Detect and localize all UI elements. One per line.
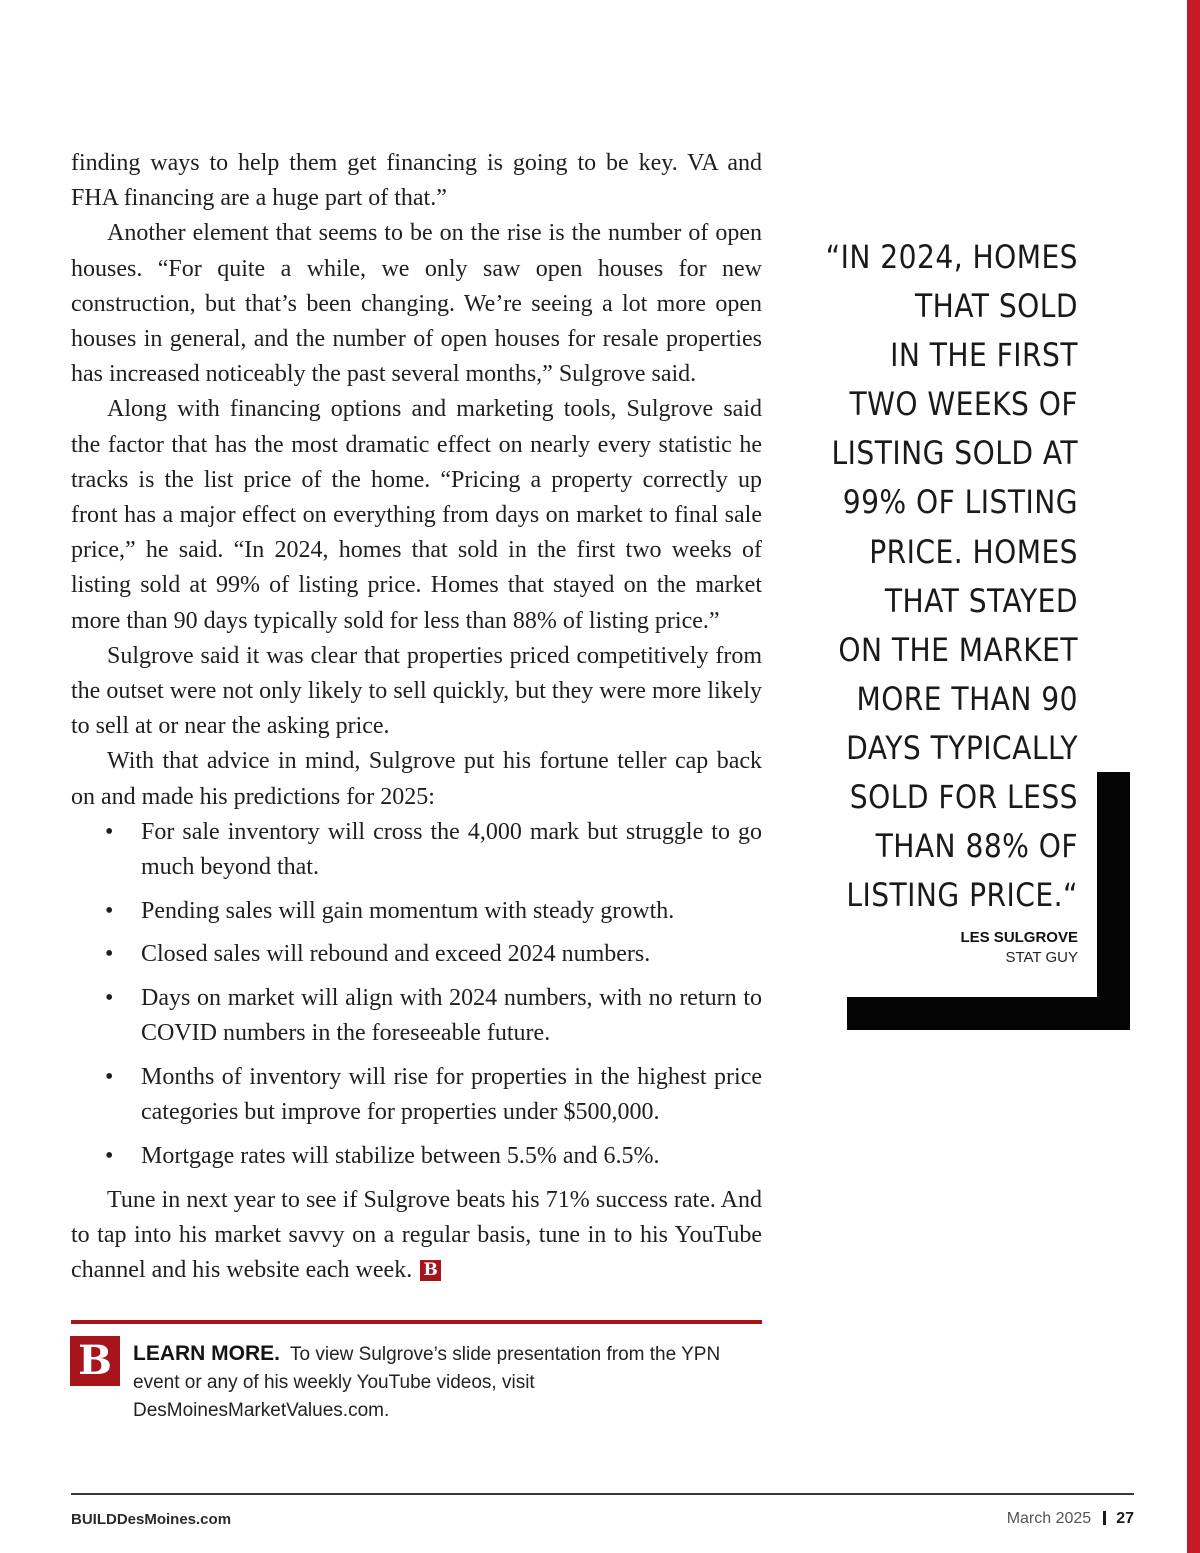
footer-separator (1103, 1511, 1106, 1525)
predictions-list (71, 815, 762, 1174)
page-edge-accent-bar (1187, 0, 1200, 1553)
bullet-icon: • (105, 1064, 114, 1091)
list-item (71, 894, 762, 929)
pull-quote-bracket-vertical (1097, 772, 1130, 1030)
list-item (71, 815, 762, 885)
footer-divider (71, 1493, 1134, 1495)
pull-quote-text: “IN 2024, HOMES THAT SOLD IN THE FIRST TWO WEEKS OF LISTING SOLD AT 99% OF LISTING PRICE. HOMES THAT STAYED ON THE MARKET MORE THAN 90 DAYS TYPICALLY SOLD FOR LESS THAN 88% OF LISTING PRICE.“ (825, 238, 1078, 915)
list-item-text: For sale inventory will cross the 4,000 mark but struggle to go much beyond that. (141, 818, 762, 881)
article-paragraph: Along with financing options and marketing tools, Sulgrove said the factor that has the most dramatic effect on nearly every statistic he tracks is the list price of the home. “Pricing a property correctly up front has a major effect on everything from days on market to final sale price,” he said. “In 2024, homes that sold in the first two weeks of listing sold at 99% of listing price. Homes that stayed on the market more than 90 days typically sold for less than 88% of listing price.” (71, 396, 762, 634)
page-number: 27 (1116, 1510, 1134, 1527)
list-item (71, 981, 762, 1051)
bullet-icon: • (105, 818, 114, 845)
footer-date: March 2025 (1006, 1510, 1092, 1527)
closing-text: Tune in next year to see if Sulgrove beats his 71% success rate. And to tap into his market savvy on a regular basis, tune in to his YouTube channel and his website each week. (71, 1186, 762, 1284)
list-item-text: Days on market will align with 2024 numbers, with no return to COVID numbers in the foreseeable future. (141, 985, 762, 1047)
bullet-icon: • (105, 1142, 114, 1169)
article-body (71, 146, 762, 1288)
learn-more-heading: LEARN MORE. (133, 1342, 280, 1365)
bullet-icon: • (105, 941, 114, 968)
bullet-icon: • (105, 897, 114, 924)
list-item-text: Mortgage rates will stabilize between 5.5% and 6.5%. (141, 1142, 660, 1169)
list-item-text: Months of inventory will rise for properties in the highest price categories but improve for properties under $500,000. (141, 1064, 762, 1126)
list-item-text: Closed sales will rebound and exceed 2024 numbers. (141, 941, 651, 968)
pull-quote-bracket-horizontal (847, 997, 1130, 1030)
pull-quote-attribution-name: LES SULGROVE (960, 929, 1078, 946)
list-item (71, 1139, 762, 1174)
learn-more-text: To view Sulgrove’s slide presentation from the YPN event or any of his weekly YouTube videos, visit DesMoinesMarketValues.com. (133, 1344, 721, 1421)
learn-more-box (133, 1340, 763, 1425)
bullet-icon: • (105, 985, 114, 1012)
list-item (71, 1060, 762, 1130)
article-paragraph: finding ways to help them get financing is going to be key. VA and FHA financing are a huge part of that.” (71, 150, 762, 212)
article-paragraph (71, 1183, 762, 1289)
article-paragraph: Sulgrove said it was clear that properties priced competitively from the outset were not only likely to sell quickly, but they were more likely to sell at or near the asking price. (71, 642, 762, 740)
build-logo-icon: B (70, 1336, 120, 1386)
end-mark-icon: B (420, 1260, 441, 1281)
footer-site-link[interactable]: BUILDDesMoines.com (71, 1511, 232, 1528)
article-paragraph: Another element that seems to be on the rise is the number of open houses. “For quite a while, we only saw open houses for new construction, but that’s been changing. We’re seeing a lot more open houses in general, and the number of open houses for resale properties has increased noticeably the past several months,” Sulgrove said. (71, 220, 762, 388)
footer-folio (1007, 1509, 1134, 1529)
learn-more-divider (71, 1320, 762, 1324)
list-item-text: Pending sales will gain momentum with steady growth. (141, 897, 675, 924)
pull-quote-attribution-title: STAT GUY (1005, 949, 1078, 966)
list-item (71, 937, 762, 972)
article-paragraph: With that advice in mind, Sulgrove put his fortune teller cap back on and made his predictions for 2025: (71, 748, 762, 810)
